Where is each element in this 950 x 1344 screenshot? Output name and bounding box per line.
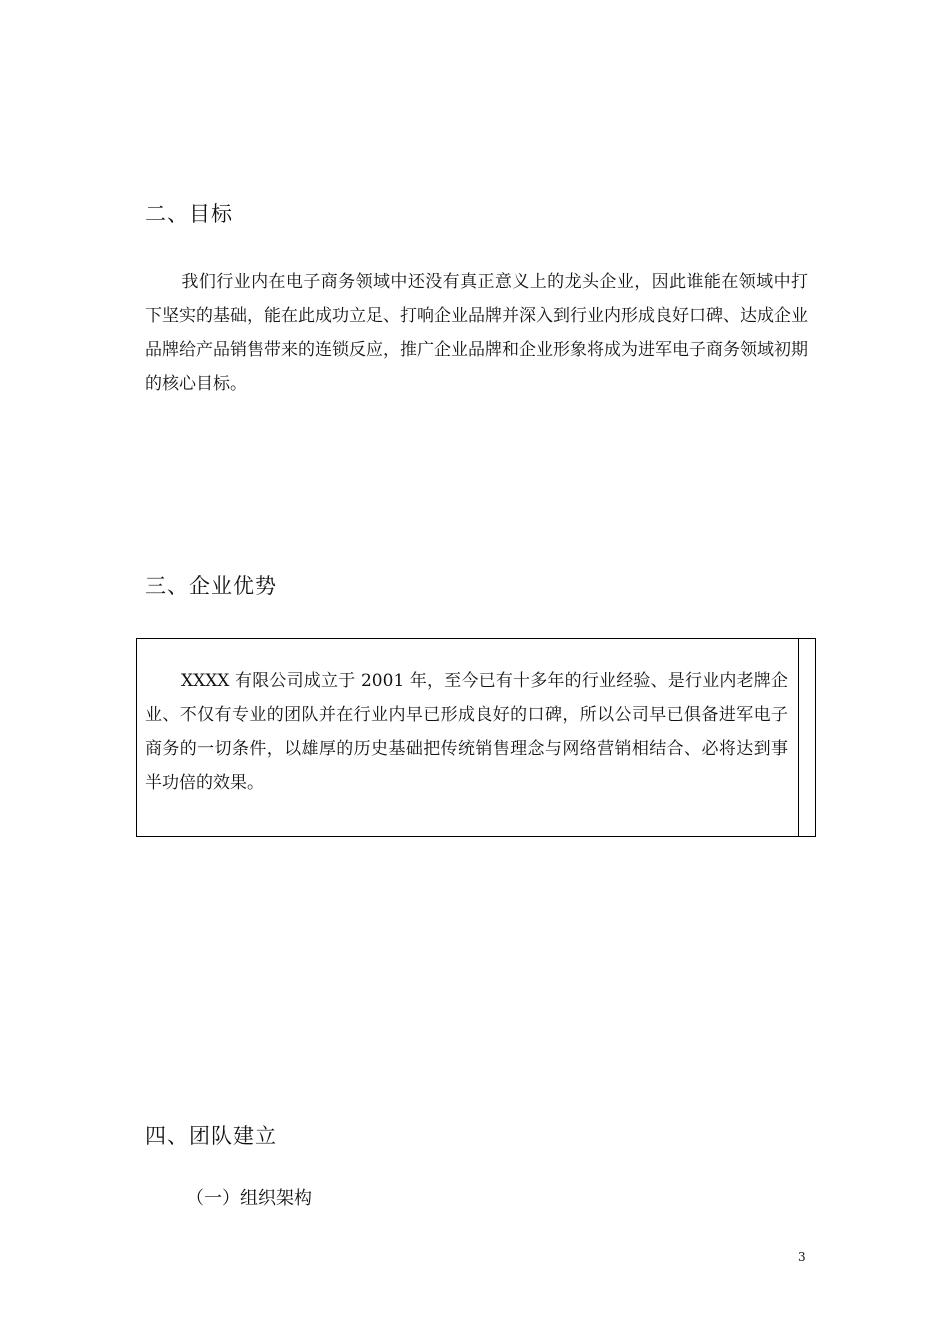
section-body-goals-text: 我们行业内在电子商务领域中还没有真正意义上的龙头企业，因此谁能在领域中打下坚实的基础，能在此成功立足、打响企业品牌并深入到行业内形成良好口碑、达成企业品牌给产品销售带来的连锁反应，推广企业品牌和企业形象将成为进军电子商务领域初期的核心目标。 xyxy=(145,272,808,394)
subsection-heading-org-structure: （一）组织架构 xyxy=(186,1188,312,1209)
section-heading-advantages: 三、企业优势 xyxy=(145,574,277,598)
box-inner-rule xyxy=(798,639,799,836)
section-heading-goals: 二、目标 xyxy=(145,202,233,226)
section-body-advantages xyxy=(145,664,788,800)
section-body-advantages-text: XXXX 有限公司成立于 2001 年，至今已有十多年的行业经验、是行业内老牌企业、不仅有专业的团队并在行业内早已形成良好的口碑，所以公司早已俱备进军电子商务的一切条件，以雄厚的历史基础把传统销售理念与网络营销相结合、必将达到事半功倍的效果。 xyxy=(145,671,788,793)
section-heading-team: 四、团队建立 xyxy=(145,1124,277,1148)
page-number: 3 xyxy=(798,1250,806,1264)
section-body-goals xyxy=(145,265,808,401)
